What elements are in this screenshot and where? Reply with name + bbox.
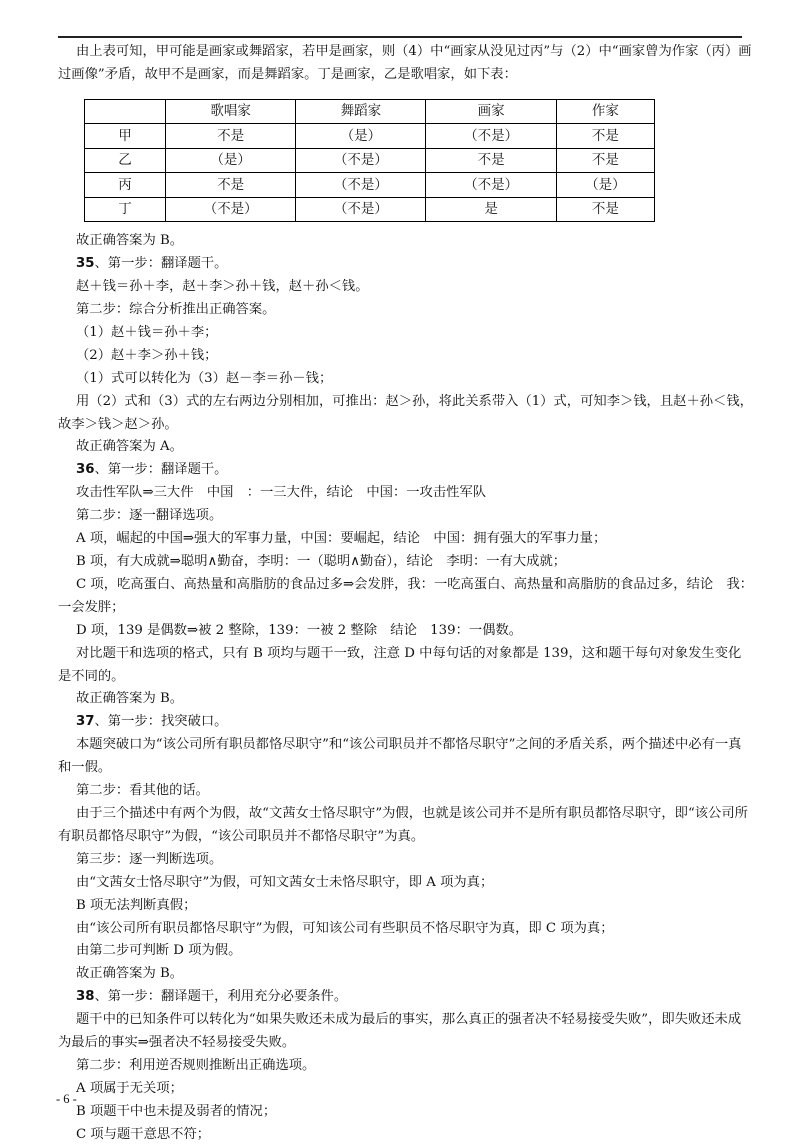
paragraph-text: 题干中的已知条件可以转化为“如果失败还未成为最后的事实，那么真正的强者决不轻易接受失败”，即失败还未成为最后的事实⇒强者决不轻易接受失败。 bbox=[58, 1012, 742, 1051]
table-cell: （不是） bbox=[426, 173, 556, 198]
table-cell: （是） bbox=[166, 148, 296, 173]
question-step-heading bbox=[58, 986, 754, 1009]
paragraph-text: （1）赵＋钱＝孙＋李； bbox=[76, 324, 218, 340]
row-label-cell: 乙 bbox=[85, 148, 166, 173]
table-cell: 不是 bbox=[556, 148, 654, 173]
paragraph-text: 、第一步：翻译题干。 bbox=[94, 256, 228, 272]
table-cell: （不是） bbox=[296, 148, 426, 173]
paragraph-text: 第二步：综合分析推出正确答案。 bbox=[76, 302, 276, 318]
table-cell: （是） bbox=[556, 173, 654, 198]
table-cell: 舞蹈家 bbox=[296, 99, 426, 124]
question-number: 37 bbox=[76, 714, 95, 730]
table-cell: （不是） bbox=[426, 124, 556, 149]
table-cell: 作家 bbox=[556, 99, 654, 124]
paragraph-text: C 项与题干意思不符； bbox=[76, 1126, 211, 1142]
paragraph bbox=[58, 918, 754, 941]
table-row bbox=[85, 124, 655, 149]
role-table bbox=[84, 99, 655, 223]
paragraph bbox=[58, 551, 754, 574]
paragraph-text: 故正确答案为 B。 bbox=[76, 691, 184, 707]
page-number: - 6 - bbox=[56, 1092, 77, 1106]
paragraph bbox=[58, 322, 754, 345]
paragraph-text: 、第一步：翻译题干。 bbox=[94, 462, 228, 478]
paragraph bbox=[58, 734, 754, 780]
paragraph bbox=[58, 895, 754, 918]
paragraph-text: B 项无法判断真假； bbox=[76, 897, 197, 913]
paragraph-text: 故正确答案为 B。 bbox=[76, 966, 184, 982]
table-cell: 不是 bbox=[556, 197, 654, 222]
paragraph bbox=[58, 1055, 754, 1078]
paragraph bbox=[58, 345, 754, 368]
row-label-cell: 丙 bbox=[85, 173, 166, 198]
paragraph-text: 由第二步可判断 D 项为假。 bbox=[76, 943, 242, 959]
table-cell: （是） bbox=[296, 124, 426, 149]
paragraph-text: A 项，崛起的中国⇒强大的军事力量，中国：要崛起，结论 中国：拥有强大的军事力量； bbox=[76, 531, 607, 547]
paragraph-text: 第二步：逐一翻译选项。 bbox=[76, 508, 223, 524]
paragraph-text: 本题突破口为“该公司所有职员都恪尽职守”和“该公司职员并不都恪尽职守”之间的矛盾关系，两个描述中必有一真和一假。 bbox=[58, 737, 742, 776]
paragraph bbox=[58, 482, 754, 505]
paragraph-text: 由“文茜女士恪尽职守”为假，可知文茜女士未恪尽职守，即 A 项为真； bbox=[76, 874, 494, 890]
paragraph bbox=[58, 368, 754, 391]
paragraph bbox=[58, 643, 754, 689]
paragraph bbox=[58, 780, 754, 803]
question-number: 36 bbox=[76, 462, 95, 478]
paragraph-text: 、第一步：找突破口。 bbox=[94, 714, 228, 730]
paragraph-text: 由于三个描述中有两个为假，故“文茜女士恪尽职守”为假，也就是该公司并不是所有职员都恪尽职守，即“该公司所有职员都恪尽职守”为假，“该公司职员并不都恪尽职守”为真。 bbox=[58, 805, 748, 844]
paragraph-text: 赵＋钱＝孙＋李，赵＋李＞孙＋钱，赵＋孙＜钱。 bbox=[76, 279, 369, 295]
paragraph-text: 对比题干和选项的格式，只有 B 项均与题干一致，注意 D 中每句话的对象都是 139，这和题干每句对象发生变化是不同的。 bbox=[58, 645, 742, 684]
paragraph bbox=[58, 1124, 754, 1147]
paragraph bbox=[58, 940, 754, 963]
paragraph bbox=[58, 803, 754, 849]
paragraph-text: A 项属于无关项； bbox=[76, 1080, 183, 1096]
table-row bbox=[85, 173, 655, 198]
paragraph-text: C 项，吃高蛋白、高热量和高脂肪的食品过多⇒会发胖，我：一吃高蛋白、高热量和高脂肪的食品过多，结论 我：一会发胖； bbox=[58, 576, 754, 615]
paragraph bbox=[58, 276, 754, 299]
table-cell: 歌唱家 bbox=[166, 99, 296, 124]
document-body bbox=[58, 41, 754, 1147]
table-cell: （不是） bbox=[296, 173, 426, 198]
answer-paragraphs bbox=[58, 230, 754, 1146]
table-row bbox=[85, 197, 655, 222]
table-cell: 是 bbox=[426, 197, 556, 222]
paragraph-text: （1）式可以转化为（3）赵－李＝孙－钱； bbox=[76, 370, 333, 386]
paragraph bbox=[58, 505, 754, 528]
table-cell: 不是 bbox=[166, 124, 296, 149]
paragraph-text: B 项，有大成就⇒聪明∧勤奋，李明：一（聪明∧勤奋），结论 李明：一有大成就； bbox=[76, 554, 567, 569]
table-header-row bbox=[85, 99, 655, 124]
paragraph-text: 故正确答案为 A。 bbox=[76, 439, 183, 455]
paragraph-text: 由“该公司所有职员都恪尽职守”为假，可知该公司有些职员不恪尽职守为真，即 C 项为真； bbox=[76, 920, 614, 936]
paragraph bbox=[58, 688, 754, 711]
paragraph-text: 第二步：利用逆否规则推断出正确选项。 bbox=[76, 1057, 316, 1073]
table-cell: 不是 bbox=[166, 173, 296, 198]
paragraph-text: 故正确答案为 B。 bbox=[76, 233, 184, 249]
question-step-heading bbox=[58, 253, 754, 276]
paragraph bbox=[58, 1101, 754, 1124]
paragraph-text: D 项，139 是偶数⇒被 2 整除，139：一被 2 整除 结论 139：一偶数。 bbox=[76, 622, 523, 638]
paragraph bbox=[58, 963, 754, 986]
paragraph bbox=[58, 1009, 754, 1055]
paragraph bbox=[58, 436, 754, 459]
paragraph bbox=[58, 872, 754, 895]
paragraph-text: 、第一步：翻译题干，利用充分必要条件。 bbox=[94, 989, 348, 1005]
paragraph-text: 用（2）式和（3）式的左右两边分别相加，可推出：赵＞孙，将此关系带入（1）式，可知李＞钱，且赵＋孙＜钱，故李＞钱＞赵＞孙。 bbox=[58, 393, 753, 432]
paragraph-text: （2）赵＋李＞孙＋钱； bbox=[76, 347, 218, 363]
paragraph-text: B 项题干中也未提及弱者的情况； bbox=[76, 1103, 277, 1119]
table-cell: （不是） bbox=[166, 197, 296, 222]
paragraph bbox=[58, 620, 754, 643]
table-cell: 不是 bbox=[426, 148, 556, 173]
table-cell: 画家 bbox=[426, 99, 556, 124]
paragraph bbox=[58, 391, 754, 437]
table-row bbox=[85, 148, 655, 173]
paragraph-text: 攻击性军队⇒三大件 中国 ：一三大件，结论 中国：一攻击性军队 bbox=[76, 485, 487, 501]
paragraph bbox=[58, 1078, 754, 1101]
intro-paragraph: 由上表可知，甲可能是画家或舞蹈家，若甲是画家，则（4）中“画家从没见过丙”与（2）中“画家曾为作家（丙）画过画像”矛盾，故甲不是画家，而是舞蹈家。丁是画家，乙是歌唱家，如下表： bbox=[58, 44, 752, 82]
paragraph bbox=[58, 528, 754, 551]
question-number: 35 bbox=[76, 256, 95, 272]
paragraph bbox=[58, 230, 754, 253]
paragraph bbox=[58, 849, 754, 872]
paragraph bbox=[58, 299, 754, 322]
row-label-cell bbox=[85, 99, 166, 124]
paragraph bbox=[58, 574, 754, 620]
question-step-heading bbox=[58, 459, 754, 482]
paragraph-text: 第二步：看其他的话。 bbox=[76, 783, 209, 799]
question-number: 38 bbox=[76, 989, 95, 1005]
row-label-cell: 丁 bbox=[85, 197, 166, 222]
table-cell: （不是） bbox=[296, 197, 426, 222]
table-cell: 不是 bbox=[556, 124, 654, 149]
header-rule bbox=[58, 36, 742, 38]
row-label-cell: 甲 bbox=[85, 124, 166, 149]
question-step-heading bbox=[58, 711, 754, 734]
paragraph-text: 第三步：逐一判断选项。 bbox=[76, 851, 223, 867]
